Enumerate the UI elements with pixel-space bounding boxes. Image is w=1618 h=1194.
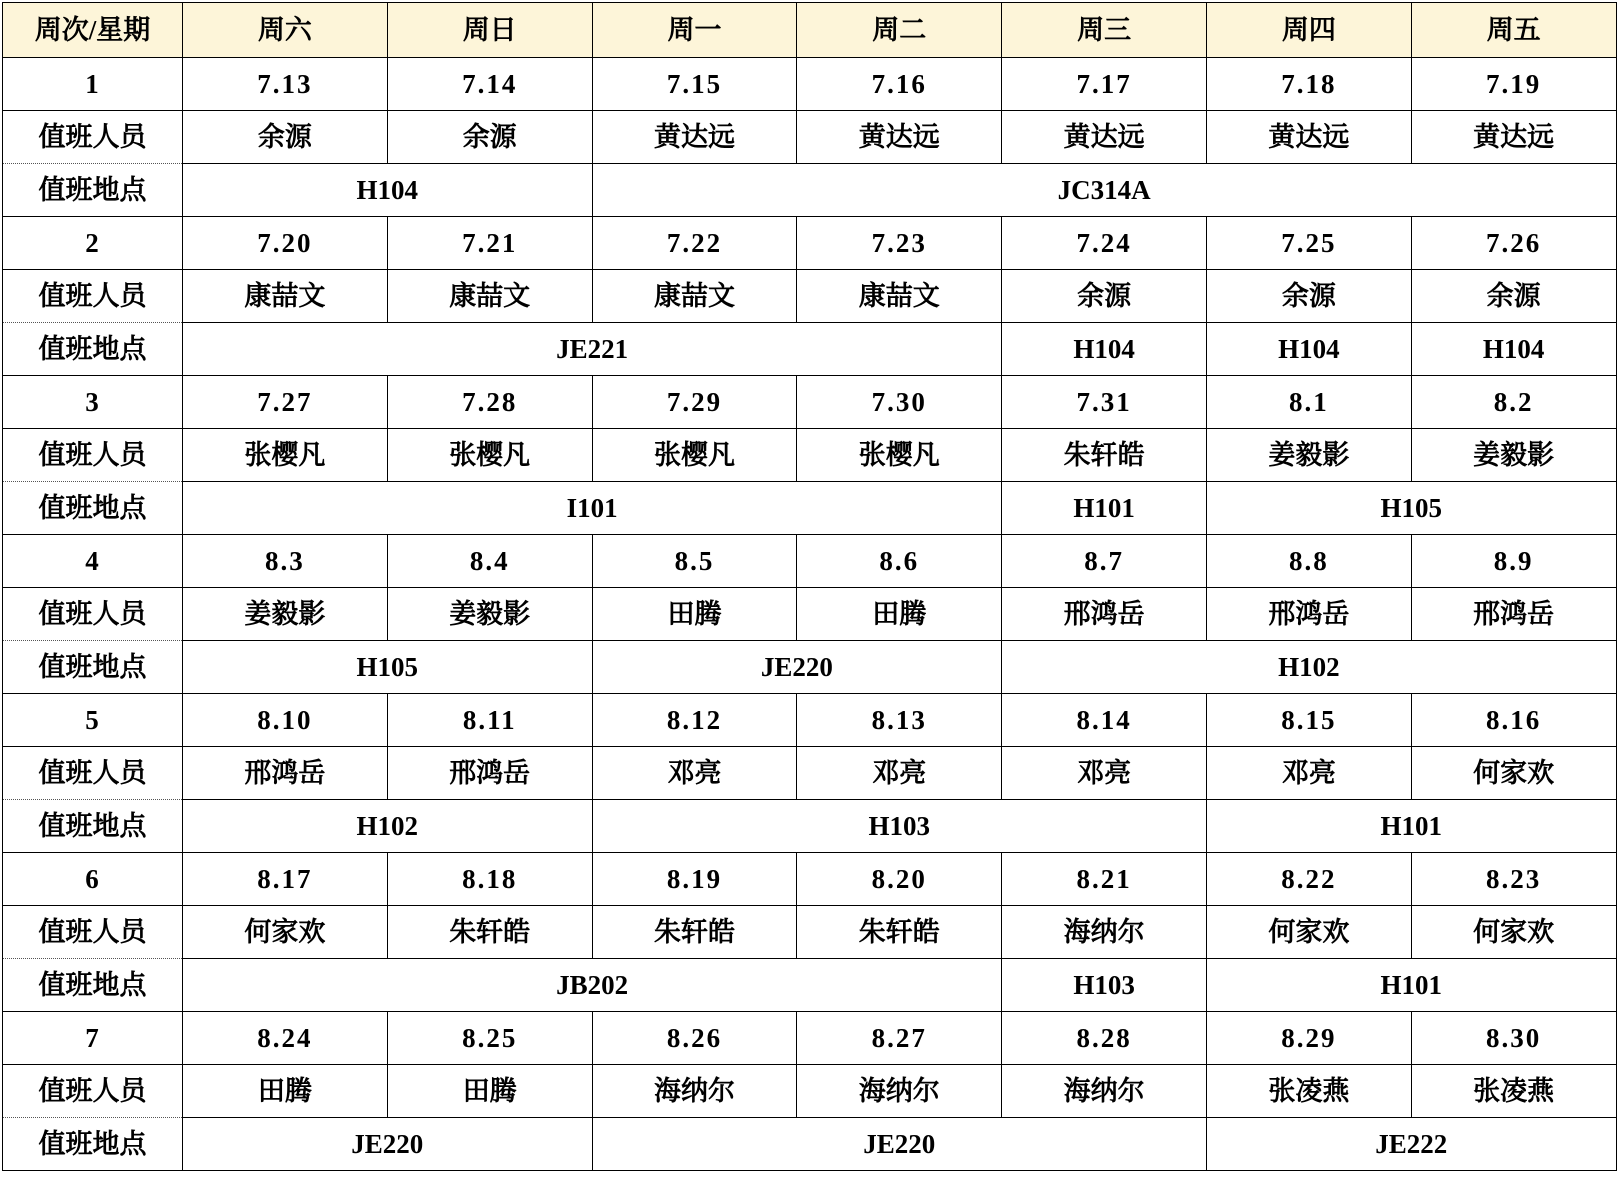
row-label-person: 值班人员 bbox=[3, 747, 183, 800]
date-cell: 8.11 bbox=[387, 694, 592, 747]
row-label-place: 值班地点 bbox=[3, 800, 183, 853]
person-cell: 邓亮 bbox=[1002, 747, 1207, 800]
date-cell: 8.23 bbox=[1411, 853, 1616, 906]
date-cell: 7.16 bbox=[797, 58, 1002, 111]
person-cell: 朱轩皓 bbox=[387, 906, 592, 959]
row-label-place: 值班地点 bbox=[3, 959, 183, 1012]
table-row bbox=[3, 800, 1617, 853]
date-cell: 8.24 bbox=[183, 1012, 388, 1065]
date-cell: 8.22 bbox=[1206, 853, 1411, 906]
table-row bbox=[3, 270, 1617, 323]
week-number: 6 bbox=[3, 853, 183, 906]
table-row bbox=[3, 58, 1617, 111]
person-cell: 黄达远 bbox=[1411, 111, 1616, 164]
date-cell: 8.5 bbox=[592, 535, 797, 588]
week-number: 2 bbox=[3, 217, 183, 270]
person-cell: 黄达远 bbox=[1002, 111, 1207, 164]
row-label-person: 值班人员 bbox=[3, 111, 183, 164]
date-cell: 7.23 bbox=[797, 217, 1002, 270]
place-cell: JB202 bbox=[183, 959, 1002, 1012]
table-row bbox=[3, 747, 1617, 800]
place-cell: H104 bbox=[1411, 323, 1616, 376]
row-label-place: 值班地点 bbox=[3, 1118, 183, 1171]
week-number: 5 bbox=[3, 694, 183, 747]
place-cell: JE222 bbox=[1206, 1118, 1616, 1171]
header-row bbox=[3, 3, 1617, 58]
place-cell: JE220 bbox=[183, 1118, 593, 1171]
place-cell: H103 bbox=[1002, 959, 1207, 1012]
person-cell: 田腾 bbox=[592, 588, 797, 641]
table-row bbox=[3, 164, 1617, 217]
person-cell: 张樱凡 bbox=[183, 429, 388, 482]
person-cell: 何家欢 bbox=[1411, 747, 1616, 800]
place-cell: H102 bbox=[1002, 641, 1616, 694]
person-cell: 朱轩皓 bbox=[797, 906, 1002, 959]
table-row bbox=[3, 641, 1617, 694]
place-cell: H102 bbox=[183, 800, 593, 853]
person-cell: 邓亮 bbox=[797, 747, 1002, 800]
person-cell: 黄达远 bbox=[1206, 111, 1411, 164]
person-cell: 田腾 bbox=[797, 588, 1002, 641]
person-cell: 何家欢 bbox=[1411, 906, 1616, 959]
person-cell: 邢鸿岳 bbox=[1206, 588, 1411, 641]
table-row bbox=[3, 535, 1617, 588]
table-row bbox=[3, 323, 1617, 376]
date-cell: 8.2 bbox=[1411, 376, 1616, 429]
row-label-person: 值班人员 bbox=[3, 1065, 183, 1118]
date-cell: 7.14 bbox=[387, 58, 592, 111]
date-cell: 8.28 bbox=[1002, 1012, 1207, 1065]
date-cell: 8.8 bbox=[1206, 535, 1411, 588]
person-cell: 邢鸿岳 bbox=[1411, 588, 1616, 641]
date-cell: 8.19 bbox=[592, 853, 797, 906]
table-row bbox=[3, 694, 1617, 747]
duty-schedule-table bbox=[2, 2, 1617, 1171]
date-cell: 7.20 bbox=[183, 217, 388, 270]
person-cell: 邓亮 bbox=[592, 747, 797, 800]
person-cell: 余源 bbox=[1411, 270, 1616, 323]
person-cell: 康喆文 bbox=[183, 270, 388, 323]
person-cell: 康喆文 bbox=[592, 270, 797, 323]
date-cell: 7.28 bbox=[387, 376, 592, 429]
person-cell: 康喆文 bbox=[387, 270, 592, 323]
person-cell: 田腾 bbox=[183, 1065, 388, 1118]
person-cell: 张凌燕 bbox=[1411, 1065, 1616, 1118]
person-cell: 张樱凡 bbox=[592, 429, 797, 482]
week-number: 3 bbox=[3, 376, 183, 429]
date-cell: 7.30 bbox=[797, 376, 1002, 429]
person-cell: 田腾 bbox=[387, 1065, 592, 1118]
row-label-person: 值班人员 bbox=[3, 588, 183, 641]
row-label-place: 值班地点 bbox=[3, 482, 183, 535]
date-cell: 8.10 bbox=[183, 694, 388, 747]
date-cell: 8.25 bbox=[387, 1012, 592, 1065]
date-cell: 8.1 bbox=[1206, 376, 1411, 429]
date-cell: 8.14 bbox=[1002, 694, 1207, 747]
date-cell: 8.4 bbox=[387, 535, 592, 588]
place-cell: JE221 bbox=[183, 323, 1002, 376]
person-cell: 姜毅影 bbox=[1206, 429, 1411, 482]
person-cell: 黄达远 bbox=[797, 111, 1002, 164]
date-cell: 7.25 bbox=[1206, 217, 1411, 270]
place-cell: H103 bbox=[592, 800, 1206, 853]
week-number: 4 bbox=[3, 535, 183, 588]
date-cell: 8.9 bbox=[1411, 535, 1616, 588]
person-cell: 朱轩皓 bbox=[1002, 429, 1207, 482]
date-cell: 7.21 bbox=[387, 217, 592, 270]
date-cell: 8.18 bbox=[387, 853, 592, 906]
place-cell: H101 bbox=[1002, 482, 1207, 535]
date-cell: 7.18 bbox=[1206, 58, 1411, 111]
row-label-person: 值班人员 bbox=[3, 270, 183, 323]
person-cell: 朱轩皓 bbox=[592, 906, 797, 959]
place-cell: H105 bbox=[1206, 482, 1616, 535]
table-row bbox=[3, 1065, 1617, 1118]
person-cell: 张凌燕 bbox=[1206, 1065, 1411, 1118]
date-cell: 8.20 bbox=[797, 853, 1002, 906]
date-cell: 7.27 bbox=[183, 376, 388, 429]
date-cell: 8.16 bbox=[1411, 694, 1616, 747]
person-cell: 康喆文 bbox=[797, 270, 1002, 323]
table-row bbox=[3, 217, 1617, 270]
header-weekday-6: 周四 bbox=[1206, 3, 1411, 58]
date-cell: 8.15 bbox=[1206, 694, 1411, 747]
row-label-person: 值班人员 bbox=[3, 429, 183, 482]
table-body bbox=[3, 58, 1617, 1171]
person-cell: 张樱凡 bbox=[797, 429, 1002, 482]
date-cell: 7.29 bbox=[592, 376, 797, 429]
table-row bbox=[3, 959, 1617, 1012]
row-label-person: 值班人员 bbox=[3, 906, 183, 959]
date-cell: 7.13 bbox=[183, 58, 388, 111]
date-cell: 7.22 bbox=[592, 217, 797, 270]
person-cell: 何家欢 bbox=[1206, 906, 1411, 959]
table-row bbox=[3, 111, 1617, 164]
date-cell: 8.21 bbox=[1002, 853, 1207, 906]
date-cell: 7.19 bbox=[1411, 58, 1616, 111]
header-weekday-3: 周一 bbox=[592, 3, 797, 58]
date-cell: 8.17 bbox=[183, 853, 388, 906]
header-weekday-4: 周二 bbox=[797, 3, 1002, 58]
row-label-place: 值班地点 bbox=[3, 164, 183, 217]
place-cell: I101 bbox=[183, 482, 1002, 535]
person-cell: 黄达远 bbox=[592, 111, 797, 164]
header-weekday-5: 周三 bbox=[1002, 3, 1207, 58]
person-cell: 海纳尔 bbox=[1002, 1065, 1207, 1118]
place-cell: H104 bbox=[1206, 323, 1411, 376]
date-cell: 8.27 bbox=[797, 1012, 1002, 1065]
table-row bbox=[3, 429, 1617, 482]
place-cell: JE220 bbox=[592, 1118, 1206, 1171]
date-cell: 8.7 bbox=[1002, 535, 1207, 588]
date-cell: 8.12 bbox=[592, 694, 797, 747]
person-cell: 姜毅影 bbox=[387, 588, 592, 641]
place-cell: H105 bbox=[183, 641, 593, 694]
table-row bbox=[3, 1012, 1617, 1065]
date-cell: 8.29 bbox=[1206, 1012, 1411, 1065]
date-cell: 7.26 bbox=[1411, 217, 1616, 270]
place-cell: H104 bbox=[1002, 323, 1207, 376]
date-cell: 7.31 bbox=[1002, 376, 1207, 429]
week-number: 7 bbox=[3, 1012, 183, 1065]
header-weekday-7: 周五 bbox=[1411, 3, 1616, 58]
table-header bbox=[3, 3, 1617, 58]
date-cell: 7.15 bbox=[592, 58, 797, 111]
date-cell: 8.6 bbox=[797, 535, 1002, 588]
person-cell: 邓亮 bbox=[1206, 747, 1411, 800]
person-cell: 余源 bbox=[1206, 270, 1411, 323]
person-cell: 邢鸿岳 bbox=[183, 747, 388, 800]
table-row bbox=[3, 482, 1617, 535]
date-cell: 8.13 bbox=[797, 694, 1002, 747]
table-row bbox=[3, 1118, 1617, 1171]
date-cell: 7.24 bbox=[1002, 217, 1207, 270]
person-cell: 海纳尔 bbox=[1002, 906, 1207, 959]
person-cell: 海纳尔 bbox=[797, 1065, 1002, 1118]
header-weekday-1: 周六 bbox=[183, 3, 388, 58]
row-label-place: 值班地点 bbox=[3, 641, 183, 694]
header-week-weekday: 周次/星期 bbox=[3, 3, 183, 58]
place-cell: H101 bbox=[1206, 959, 1616, 1012]
date-cell: 8.26 bbox=[592, 1012, 797, 1065]
person-cell: 余源 bbox=[1002, 270, 1207, 323]
person-cell: 邢鸿岳 bbox=[387, 747, 592, 800]
place-cell: JE220 bbox=[592, 641, 1002, 694]
date-cell: 8.30 bbox=[1411, 1012, 1616, 1065]
person-cell: 张樱凡 bbox=[387, 429, 592, 482]
week-number: 1 bbox=[3, 58, 183, 111]
person-cell: 余源 bbox=[387, 111, 592, 164]
place-cell: H101 bbox=[1206, 800, 1616, 853]
table-row bbox=[3, 906, 1617, 959]
place-cell: H104 bbox=[183, 164, 593, 217]
place-cell: JC314A bbox=[592, 164, 1616, 217]
person-cell: 邢鸿岳 bbox=[1002, 588, 1207, 641]
header-weekday-2: 周日 bbox=[387, 3, 592, 58]
row-label-place: 值班地点 bbox=[3, 323, 183, 376]
table-row bbox=[3, 376, 1617, 429]
table-row bbox=[3, 853, 1617, 906]
date-cell: 8.3 bbox=[183, 535, 388, 588]
person-cell: 何家欢 bbox=[183, 906, 388, 959]
person-cell: 姜毅影 bbox=[183, 588, 388, 641]
date-cell: 7.17 bbox=[1002, 58, 1207, 111]
table-row bbox=[3, 588, 1617, 641]
person-cell: 姜毅影 bbox=[1411, 429, 1616, 482]
person-cell: 余源 bbox=[183, 111, 388, 164]
person-cell: 海纳尔 bbox=[592, 1065, 797, 1118]
